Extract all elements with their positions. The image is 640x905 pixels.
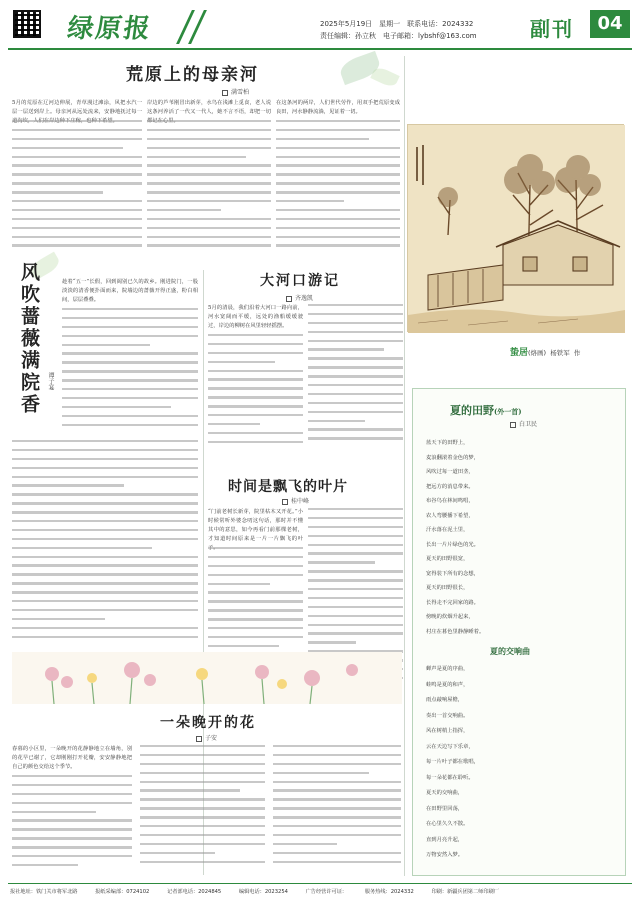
- poem-line: 蛙鸣是夏的和声，: [426, 681, 469, 688]
- poem-line: 长出一片片绿色的光。: [426, 541, 479, 548]
- article-text-block: [12, 440, 198, 650]
- article-paragraph: 趁着“五一”长假，回到阔别已久的故乡。刚进院门，一股淡淡的清香便扑面而来，院墙边的蔷薇开得正盛，粉白相间，层层叠叠。: [62, 279, 198, 303]
- article-text-block: [12, 775, 132, 875]
- footer-item: 印刷：新疆兵团第二师印刷厂: [431, 889, 499, 895]
- masthead: [0, 0, 640, 50]
- poem-line: 蓝天下的田野上，: [426, 440, 469, 446]
- footer-item: 记者部电话：2024845: [167, 889, 222, 895]
- poem-line: 把远方的消息带来。: [426, 483, 474, 490]
- artwork-artist: 杨铁军: [550, 349, 570, 357]
- article-text-block: [276, 120, 400, 260]
- footer-item: 报社地址：铁门关市将军北路: [10, 889, 78, 895]
- article-title: 荒原上的母亲河: [126, 65, 259, 85]
- poem-byline: 白卫民: [510, 419, 537, 428]
- article-byline: 桂中峰: [282, 496, 309, 505]
- flower-illustration: [12, 652, 402, 704]
- footer-item: 广告经营许可证：: [305, 889, 348, 895]
- poem-line: 麦浪翻滚着金色的梦，: [426, 454, 479, 461]
- poem-line: 云在天边写下乐章，: [426, 743, 474, 750]
- section-name: 副刊: [530, 17, 574, 41]
- article-text-block: [308, 304, 403, 454]
- author-box-icon: [222, 90, 228, 96]
- article-paragraph: 在这条河的两岸，人们世代劳作，用双手把荒原变成良田，河水静静流淌，见证着一切。: [276, 100, 400, 115]
- footer: [10, 888, 630, 895]
- poem-line: 宽得装下所有的念想，: [426, 570, 479, 577]
- header-rule: [8, 48, 632, 50]
- poem-line: 在田野里回荡，: [426, 805, 464, 812]
- footer-item: 编辑电话：2023254: [238, 889, 288, 895]
- author-box-icon: [510, 422, 516, 428]
- footer-item: 报纸采编部：0724102: [95, 889, 150, 895]
- article-text-block: [147, 120, 271, 260]
- poem-line: 万物安然入梦。: [426, 852, 464, 858]
- poem-line: 长得走不完回家的路。: [426, 599, 479, 606]
- article-paragraph: 春暮的小区里，一朵晚开的花静静地立在墙角，别的花早已谢了，它却刚刚打开花瓣，安安静静地把自己的颜色交给这个季节。: [12, 746, 132, 770]
- article-byline: 满雪柏: [222, 87, 249, 96]
- article-text-block: [62, 308, 198, 438]
- article-text-block: [273, 745, 401, 875]
- poem-line: 每一朵花都在聆听。: [426, 774, 474, 781]
- article-paragraph: 5月的清晨，我们沿着大河口一路向前，河水宽阔而平缓，远处的渔船缓缓驶过，岸边的柳树在风里轻轻摇摆。: [208, 305, 303, 329]
- poem-line: 在心里久久不散。: [426, 821, 469, 827]
- footer-item: 服务热线：2024332: [364, 889, 414, 895]
- poem-line: 汗水落在泥土里，: [426, 527, 469, 533]
- article-text-block: [140, 745, 265, 875]
- article-text-block: [12, 120, 142, 260]
- author-box-icon: [196, 736, 202, 742]
- footer-rule: [8, 883, 632, 884]
- poem-line: 傍晚的炊烟升起来，: [426, 614, 474, 620]
- poem-line: 风在树梢上指挥，: [426, 728, 469, 734]
- poem-line: 蝉声是夏的序曲，: [426, 666, 469, 672]
- poem-title: 夏的田野(外一首): [450, 404, 522, 417]
- author-box-icon: [282, 499, 288, 505]
- artwork-medium: (烙画): [528, 349, 547, 357]
- artwork-title: 蛰居: [510, 348, 529, 358]
- poem-line: 雨点敲响屋檐，: [426, 697, 464, 703]
- column-divider: [404, 56, 405, 876]
- poem-line: 奏出一首交响曲。: [426, 712, 469, 719]
- article-byline: 子安: [196, 733, 217, 742]
- page-number: 04: [590, 10, 630, 38]
- article-paragraph: “门前老树长新芽，院里枯木又开花。”小时候常听外婆念叨这句话，那时并不懂其中的意思，如今再看门前那棵老树，才知道时间原来是一片一片飘飞的叶: [208, 509, 303, 542]
- poem-line: 布谷鸟在林间鸣唱，: [426, 498, 474, 504]
- article-paragraph: 5月的荒原在辽河边伸展，青草漫过滩涂，风把水汽一层一层送到岸上。母亲河从远处流来，安静地抚过每一: [12, 100, 142, 115]
- woodburning-artwork: [407, 124, 624, 332]
- artwork-drawing: [408, 125, 625, 333]
- artwork-role: 作: [573, 349, 581, 357]
- poem-line: 夏天的交响曲，: [426, 790, 464, 796]
- article-title: 一朵晚开的花: [160, 715, 256, 731]
- artwork-caption: [510, 345, 580, 358]
- article-byline: 谭子宴: [47, 372, 54, 390]
- article-text-block: [208, 334, 303, 454]
- issue-date-line: 2025年5月19日 星期一 联系电话：2024332: [320, 20, 474, 28]
- editor-line: 责任编辑：孙立秋 电子邮箱：lybshf@163.com: [320, 32, 477, 40]
- poem-line: 风吹过每一道田垄，: [426, 469, 474, 475]
- article-title: 风吹蔷薇满院香: [18, 262, 40, 416]
- article-byline: 齐逸凯: [286, 293, 313, 302]
- leaf-decoration: [370, 65, 399, 89]
- logo-slashes-decoration: [176, 10, 214, 44]
- article-title: 时间是飘飞的叶片: [228, 479, 348, 495]
- poem-line: 每一片叶子都在歌唱，: [426, 759, 479, 765]
- poem-line: 夏天的田野很长，: [426, 585, 469, 591]
- poem-line: 村庄在暮色里静静睡着。: [426, 628, 485, 635]
- poem-line: 农人弯腰播下希望，: [426, 512, 474, 519]
- poem-line: 直到月亮升起，: [426, 836, 464, 843]
- qr-code[interactable]: [13, 10, 41, 38]
- poem-line: 夏天的田野很宽，: [426, 556, 469, 562]
- article-title: 大河口游记: [260, 273, 340, 289]
- poem-title: 夏的交响曲: [490, 646, 530, 656]
- newspaper-logo: 绿原报: [65, 14, 154, 44]
- article-paragraph: 岸边的芦苇刚冒出新芽，水鸟在浅滩上觅食，老人说这条河养活了一代又一代人，她不言不语，却把一切: [147, 100, 271, 115]
- author-box-icon: [286, 296, 292, 302]
